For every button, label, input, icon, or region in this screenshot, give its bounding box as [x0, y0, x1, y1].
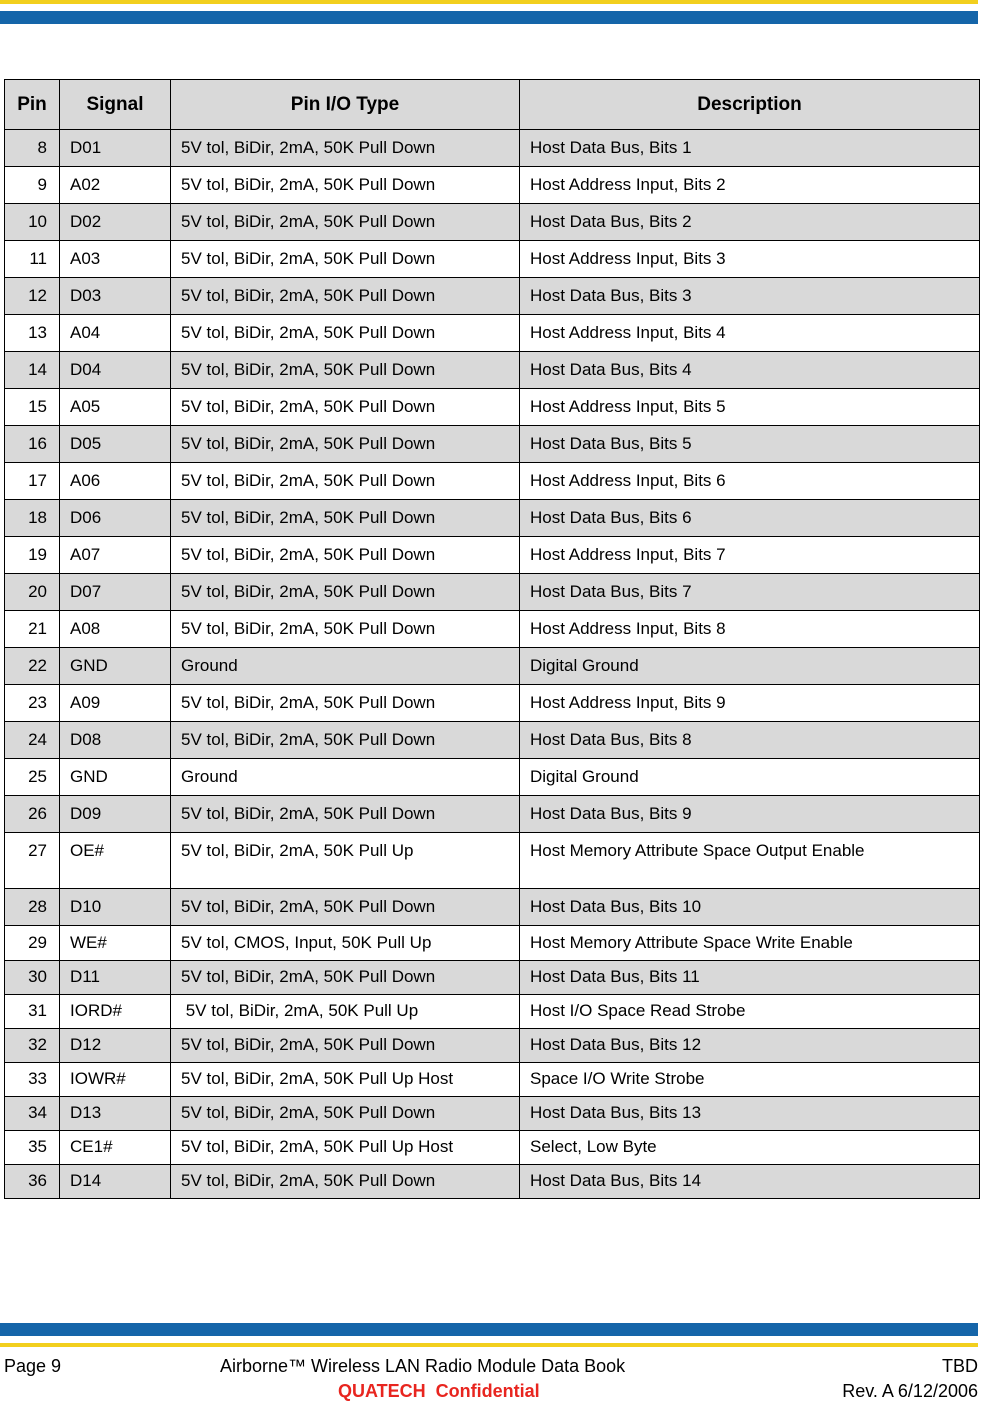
cell-description: Host Address Input, Bits 7: [520, 537, 980, 574]
table-row: [5, 1063, 980, 1097]
status-label: TBD: [942, 1356, 978, 1376]
cell-description: Host Data Bus, Bits 10: [520, 889, 980, 926]
cell-pin: 25: [5, 759, 60, 796]
cell-pin-io-type: 5V tol, BiDir, 2mA, 50K Pull Up Host: [171, 1131, 520, 1165]
cell-pin: 30: [5, 961, 60, 995]
cell-pin-io-type: 5V tol, BiDir, 2mA, 50K Pull Down: [171, 130, 520, 167]
cell-signal: D11: [60, 961, 171, 995]
table-row: [5, 167, 980, 204]
table-body: [5, 130, 980, 1199]
table-row: [5, 926, 980, 961]
cell-description: Host Address Input, Bits 9: [520, 685, 980, 722]
cell-signal: OE#: [60, 833, 171, 889]
cell-pin-io-type: 5V tol, BiDir, 2mA, 50K Pull Down: [171, 796, 520, 833]
table-row: [5, 833, 980, 889]
footer-blue-rule: [0, 1323, 978, 1336]
table-row: [5, 1029, 980, 1063]
cell-description: Host Data Bus, Bits 3: [520, 278, 980, 315]
cell-signal: A09: [60, 685, 171, 722]
table-row: [5, 961, 980, 995]
cell-pin: 8: [5, 130, 60, 167]
cell-pin-io-type: 5V tol, BiDir, 2mA, 50K Pull Down: [171, 574, 520, 611]
cell-signal: A08: [60, 611, 171, 648]
cell-description: Host Address Input, Bits 8: [520, 611, 980, 648]
cell-pin-io-type: Ground: [171, 648, 520, 685]
cell-pin-io-type: 5V tol, BiDir, 2mA, 50K Pull Down: [171, 500, 520, 537]
cell-pin-io-type: 5V tol, BiDir, 2mA, 50K Pull Down: [171, 204, 520, 241]
table-row: [5, 426, 980, 463]
table-row: [5, 537, 980, 574]
cell-pin-io-type: 5V tol, BiDir, 2mA, 50K Pull Down: [171, 537, 520, 574]
table-row: [5, 241, 980, 278]
cell-pin-io-type: 5V tol, BiDir, 2mA, 50K Pull Down: [171, 352, 520, 389]
cell-signal: WE#: [60, 926, 171, 961]
cell-description: Host Data Bus, Bits 14: [520, 1165, 980, 1199]
footer-yellow-rule: [0, 1343, 978, 1347]
cell-signal: A03: [60, 241, 171, 278]
table-row: [5, 574, 980, 611]
cell-description: Host Data Bus, Bits 1: [520, 130, 980, 167]
cell-pin: 36: [5, 1165, 60, 1199]
cell-description: Host Memory Attribute Space Output Enable: [520, 833, 980, 889]
cell-description: Host Data Bus, Bits 8: [520, 722, 980, 759]
cell-pin: 15: [5, 389, 60, 426]
cell-pin: 21: [5, 611, 60, 648]
cell-pin: 13: [5, 315, 60, 352]
cell-signal: IOWR#: [60, 1063, 171, 1097]
cell-pin: 18: [5, 500, 60, 537]
table-row: [5, 889, 980, 926]
cell-pin-io-type: 5V tol, BiDir, 2mA, 50K Pull Down: [171, 389, 520, 426]
cell-signal: D08: [60, 722, 171, 759]
cell-pin-io-type: 5V tol, BiDir, 2mA, 50K Pull Down: [171, 315, 520, 352]
col-header-pin-io-type: Pin I/O Type: [171, 80, 520, 130]
cell-description: Host Data Bus, Bits 9: [520, 796, 980, 833]
cell-description: Host Data Bus, Bits 2: [520, 204, 980, 241]
cell-pin: 20: [5, 574, 60, 611]
cell-pin: 35: [5, 1131, 60, 1165]
cell-description: Host Data Bus, Bits 6: [520, 500, 980, 537]
cell-description: Select, Low Byte: [520, 1131, 980, 1165]
cell-pin: 31: [5, 995, 60, 1029]
table-row: [5, 759, 980, 796]
cell-signal: A06: [60, 463, 171, 500]
table-row: [5, 648, 980, 685]
cell-pin: 19: [5, 537, 60, 574]
cell-signal: D09: [60, 796, 171, 833]
table-row: [5, 611, 980, 648]
cell-signal: D02: [60, 204, 171, 241]
cell-pin: 24: [5, 722, 60, 759]
cell-pin-io-type: 5V tol, BiDir, 2mA, 50K Pull Down: [171, 611, 520, 648]
table-row: [5, 352, 980, 389]
document-title: Airborne™ Wireless LAN Radio Module Data Book: [220, 1356, 626, 1376]
cell-pin-io-type: Ground: [171, 759, 520, 796]
cell-pin: 11: [5, 241, 60, 278]
cell-pin-io-type: 5V tol, BiDir, 2mA, 50K Pull Down: [171, 1165, 520, 1199]
cell-pin-io-type: 5V tol, BiDir, 2mA, 50K Pull Down: [171, 241, 520, 278]
cell-pin-io-type: 5V tol, BiDir, 2mA, 50K Pull Down: [171, 722, 520, 759]
cell-signal: D13: [60, 1097, 171, 1131]
cell-pin-io-type: 5V tol, BiDir, 2mA, 50K Pull Down: [171, 426, 520, 463]
table-row: [5, 500, 980, 537]
cell-pin: 29: [5, 926, 60, 961]
table-row: [5, 796, 980, 833]
page-number: Page 9: [4, 1356, 62, 1376]
cell-description: Host Data Bus, Bits 13: [520, 1097, 980, 1131]
cell-signal: D01: [60, 130, 171, 167]
cell-pin: 9: [5, 167, 60, 204]
cell-pin-io-type: 5V tol, BiDir, 2mA, 50K Pull Down: [171, 1097, 520, 1131]
table-row: [5, 130, 980, 167]
cell-pin: 34: [5, 1097, 60, 1131]
cell-description: Host Address Input, Bits 6: [520, 463, 980, 500]
cell-pin-io-type: 5V tol, CMOS, Input, 50K Pull Up: [171, 926, 520, 961]
cell-pin: 26: [5, 796, 60, 833]
cell-pin-io-type: 5V tol, BiDir, 2mA, 50K Pull Down: [171, 1029, 520, 1063]
cell-description: Host Data Bus, Bits 4: [520, 352, 980, 389]
cell-pin: 12: [5, 278, 60, 315]
cell-signal: CE1#: [60, 1131, 171, 1165]
table-row: [5, 278, 980, 315]
cell-pin-io-type: 5V tol, BiDir, 2mA, 50K Pull Down: [171, 463, 520, 500]
cell-signal: D07: [60, 574, 171, 611]
cell-description: Host Address Input, Bits 2: [520, 167, 980, 204]
cell-signal: A04: [60, 315, 171, 352]
cell-description: Host Data Bus, Bits 11: [520, 961, 980, 995]
cell-signal: A02: [60, 167, 171, 204]
cell-description: Host Data Bus, Bits 5: [520, 426, 980, 463]
cell-signal: GND: [60, 648, 171, 685]
cell-signal: D05: [60, 426, 171, 463]
col-header-pin: Pin: [5, 80, 60, 130]
revision-label: Rev. A 6/12/2006: [842, 1381, 978, 1401]
cell-description: Host Address Input, Bits 4: [520, 315, 980, 352]
cell-description: Host Address Input, Bits 5: [520, 389, 980, 426]
cell-pin: 33: [5, 1063, 60, 1097]
cell-description: Host Memory Attribute Space Write Enable: [520, 926, 980, 961]
cell-pin: 27: [5, 833, 60, 889]
cell-pin-io-type: 5V tol, BiDir, 2mA, 50K Pull Down: [171, 278, 520, 315]
cell-description: Host I/O Space Read Strobe: [520, 995, 980, 1029]
cell-pin: 17: [5, 463, 60, 500]
pin-table: [4, 79, 980, 1199]
cell-pin: 28: [5, 889, 60, 926]
table-row: [5, 204, 980, 241]
header-yellow-rule: [0, 0, 978, 4]
confidential-label: QUATECH Confidential: [338, 1381, 540, 1401]
cell-description: Host Address Input, Bits 3: [520, 241, 980, 278]
cell-pin-io-type: 5V tol, BiDir, 2mA, 50K Pull Down: [171, 961, 520, 995]
table-row: [5, 315, 980, 352]
table-row: [5, 1165, 980, 1199]
cell-description: Digital Ground: [520, 648, 980, 685]
cell-description: Host Data Bus, Bits 7: [520, 574, 980, 611]
col-header-description: Description: [520, 80, 980, 130]
table-row: [5, 1097, 980, 1131]
col-header-signal: Signal: [60, 80, 171, 130]
table-row: [5, 722, 980, 759]
table-row: [5, 389, 980, 426]
cell-signal: D03: [60, 278, 171, 315]
table-row: [5, 463, 980, 500]
cell-description: Space I/O Write Strobe: [520, 1063, 980, 1097]
cell-pin-io-type: 5V tol, BiDir, 2mA, 50K Pull Up: [171, 833, 520, 889]
table-row: [5, 685, 980, 722]
cell-signal: A05: [60, 389, 171, 426]
cell-signal: D12: [60, 1029, 171, 1063]
cell-description: Host Data Bus, Bits 12: [520, 1029, 980, 1063]
cell-pin-io-type: 5V tol, BiDir, 2mA, 50K Pull Down: [171, 685, 520, 722]
table-header-row: [5, 80, 980, 130]
cell-description: Digital Ground: [520, 759, 980, 796]
cell-signal: D04: [60, 352, 171, 389]
cell-pin-io-type: 5V tol, BiDir, 2mA, 50K Pull Up: [171, 995, 520, 1029]
cell-signal: GND: [60, 759, 171, 796]
cell-pin: 14: [5, 352, 60, 389]
cell-pin: 16: [5, 426, 60, 463]
cell-pin-io-type: 5V tol, BiDir, 2mA, 50K Pull Down: [171, 167, 520, 204]
header-blue-rule: [0, 11, 978, 24]
table-row: [5, 995, 980, 1029]
table-row: [5, 1131, 980, 1165]
cell-pin: 32: [5, 1029, 60, 1063]
cell-pin-io-type: 5V tol, BiDir, 2mA, 50K Pull Down: [171, 889, 520, 926]
cell-signal: A07: [60, 537, 171, 574]
cell-signal: D14: [60, 1165, 171, 1199]
cell-pin-io-type: 5V tol, BiDir, 2mA, 50K Pull Up Host: [171, 1063, 520, 1097]
cell-signal: D10: [60, 889, 171, 926]
cell-pin: 23: [5, 685, 60, 722]
cell-pin: 22: [5, 648, 60, 685]
cell-pin: 10: [5, 204, 60, 241]
cell-signal: IORD#: [60, 995, 171, 1029]
cell-signal: D06: [60, 500, 171, 537]
